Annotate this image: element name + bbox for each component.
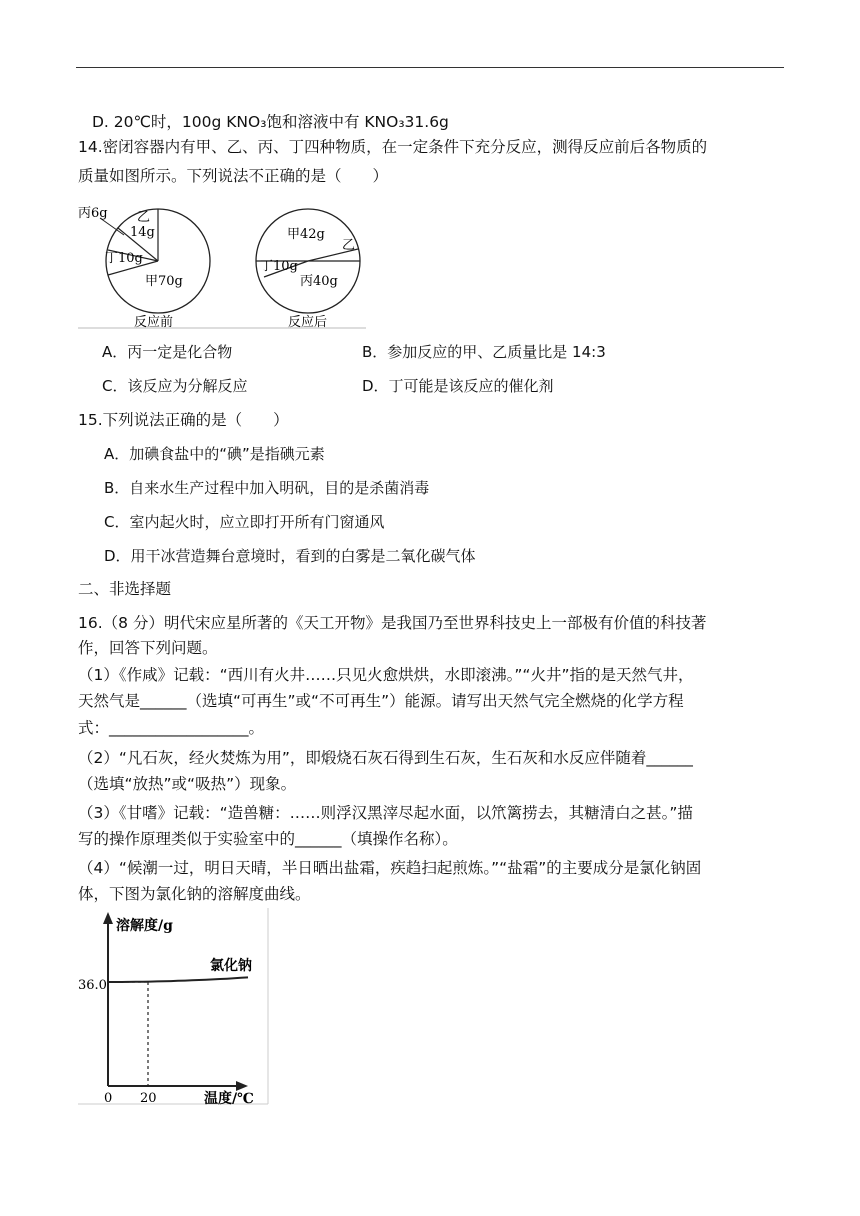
q15-stem: 15.下列说法正确的是（ ） — [78, 411, 289, 429]
pie-before — [78, 206, 210, 313]
series-line-nacl — [108, 977, 248, 982]
y-tick-label: 36.0 — [78, 978, 107, 993]
q13-option-d: D. 20℃时，100g KNO₃饱和溶液中有 KNO₃31.6g — [92, 113, 449, 131]
q16-p1-line3: 式：__________________。 — [78, 719, 265, 737]
q16-p1-line2: 天然气是______（选填“可再生”或“不可再生”）能源。请写出天然气完全燃烧的化学方程 — [78, 692, 684, 710]
solubility-chart — [76, 906, 270, 1106]
x-axis-arrow-icon — [236, 1081, 248, 1091]
x-tick-label-0: 0 — [104, 1091, 113, 1106]
q16-line2: 作，回答下列问题。 — [78, 639, 218, 657]
pie-before-label-ding: 丁10g — [105, 251, 143, 266]
q14-pie-figure — [76, 197, 368, 332]
pie-before-label-yi: 乙 — [137, 210, 151, 225]
q15-option-a: A．加碘食盐中的“碘”是指碘元素 — [104, 445, 325, 463]
pie-after-label-ding: 丁10g — [260, 259, 298, 274]
q14-option-d: D．丁可能是该反应的催化剂 — [362, 377, 554, 395]
q14-option-c: C．该反应为分解反应 — [102, 377, 248, 395]
series-label: 氯化钠 — [210, 958, 252, 974]
pie-after-label-yi: 乙 — [342, 238, 356, 253]
pie-after — [256, 209, 360, 313]
y-axis-label: 溶解度/g — [116, 918, 173, 934]
q16-p3-line1: （3）《甘嗜》记载：“造兽糖：……则浮汉黑滓尽起水面，以笊篱捞去，其糖清白之甚。”描 — [78, 804, 693, 822]
q15-option-c: C．室内起火时，应立即打开所有门窗通风 — [104, 513, 385, 531]
q16-p2-line1: （2）“凡石灰，经火焚炼为用”，即煅烧石灰石得到生石灰，生石灰和水反应伴随着______ — [78, 749, 693, 767]
y-axis-arrow-icon — [103, 912, 113, 924]
pie-before-label-bing: 丙6g — [78, 206, 108, 221]
section-heading: 二、非选择题 — [78, 580, 172, 598]
pie-before-caption: 反应前 — [134, 315, 174, 330]
q16-line1: 16.（8 分）明代宋应星所著的《天工开物》是我国乃至世界科技史上一部极有价值的科技著 — [78, 614, 707, 632]
q16-p1-line1: （1）《作咸》记载：“西川有火井……只见火愈烘烘，水即滚沸。”“火井”指的是天然气井， — [78, 666, 694, 684]
pie-after-label-jia: 甲42g — [287, 227, 325, 242]
pie-before-label-jia: 甲70g — [145, 274, 183, 289]
q16-p4-line2: 体，下图为氯化钠的溶解度曲线。 — [78, 885, 311, 903]
x-axis-label: 温度/℃ — [204, 1091, 254, 1106]
x-tick-label-20: 20 — [140, 1091, 157, 1106]
q14-stem-line2: 质量如图所示。下列说法不正确的是（ ） — [78, 167, 389, 185]
q16-p2-line2: （选填“放热”或“吸热”）现象。 — [78, 775, 297, 793]
pie-after-caption: 反应后 — [288, 315, 328, 330]
q14-option-a: A．丙一定是化合物 — [102, 343, 233, 361]
q14-stem-line1: 14.密闭容器内有甲、乙、丙、丁四种物质，在一定条件下充分反应，测得反应前后各物质的 — [78, 138, 708, 156]
pie-before-label-yi-value: 14g — [130, 225, 155, 240]
q15-option-b: B．自来水生产过程中加入明矾，目的是杀菌消毒 — [104, 479, 430, 497]
q16-p3-line2: 写的操作原理类似于实验室中的______（填操作名称）。 — [78, 830, 458, 848]
pie-after-label-bing: 丙40g — [300, 274, 338, 289]
q14-option-b: B．参加反应的甲、乙质量比是 14:3 — [362, 343, 606, 361]
q16-p4-line1: （4）“候潮一过，明日天晴，半日晒出盐霜，疾趋扫起煎炼。”“盐霜”的主要成分是氯化钠固 — [78, 859, 702, 877]
header-rule — [76, 67, 784, 68]
q15-option-d: D．用干冰营造舞台意境时，看到的白雾是二氧化碳气体 — [104, 547, 476, 565]
